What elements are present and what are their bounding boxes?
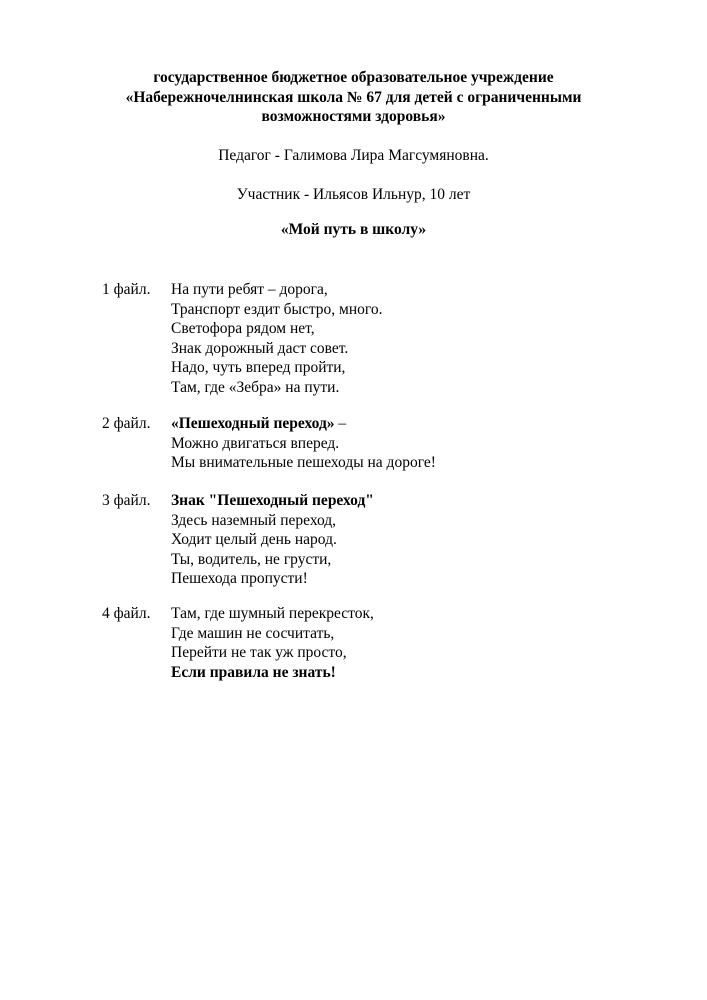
file-label: 3 файл.	[102, 492, 151, 509]
file-label: 4 файл.	[102, 605, 151, 622]
verse-line: Там, где шумный перекресток,	[171, 605, 374, 622]
verse-lines	[171, 414, 436, 473]
verse-line: Ходит целый день народ.	[171, 531, 337, 548]
poem-title: «Мой путь в школу»	[280, 221, 427, 238]
verse-line: Перейти не так уж просто,	[171, 644, 347, 661]
verse-line: Транспорт ездит быстро, много.	[171, 300, 383, 318]
verse-line: Где машин не сосчитать,	[171, 624, 335, 642]
file-label: 1 файл.	[102, 281, 151, 298]
header-line-1: государственное бюджетное образовательное учреждение	[153, 69, 554, 86]
verse-line	[171, 414, 436, 434]
verse-line: Здесь наземный переход,	[171, 511, 337, 529]
verse-bold-phrase: «Пешеходный переход»	[171, 415, 335, 432]
institution-header	[0, 68, 707, 127]
header-line-3: возможностями здоровья»	[261, 108, 446, 125]
verse-dash: –	[334, 415, 347, 432]
verse-bold-line: Если правила не знать!	[171, 663, 336, 681]
verse-line: Светофора рядом нет,	[171, 320, 315, 337]
participant-line: Участник - Ильясов Ильнур, 10 лет	[236, 186, 471, 203]
verse-line: Пешехода пропусти!	[171, 570, 308, 587]
verse-lines	[171, 280, 383, 397]
teacher-line: Педагог - Галимова Лира Магсумяновна.	[218, 147, 489, 164]
verse-lines	[171, 491, 374, 589]
file-label: 2 файл.	[102, 415, 151, 432]
verse-line: Надо, чуть вперед пройти,	[171, 359, 346, 376]
verse-line: Можно двигаться вперед.	[171, 434, 340, 452]
verse-lines	[171, 604, 374, 682]
verse-line: Знак дорожный даст совет.	[171, 339, 349, 357]
header-line-2: «Набережночелнинская школа № 67 для детей с ограниченными	[125, 88, 582, 106]
verse-line: Мы внимательные пешеходы на дороге!	[171, 454, 436, 471]
verse-line: Там, где «Зебра» на пути.	[171, 378, 340, 396]
verse-line: Ты, водитель, не грусти,	[171, 550, 332, 568]
verse-line: На пути ребят – дорога,	[171, 281, 328, 298]
verse-bold-line: Знак "Пешеходный переход"	[171, 492, 374, 509]
